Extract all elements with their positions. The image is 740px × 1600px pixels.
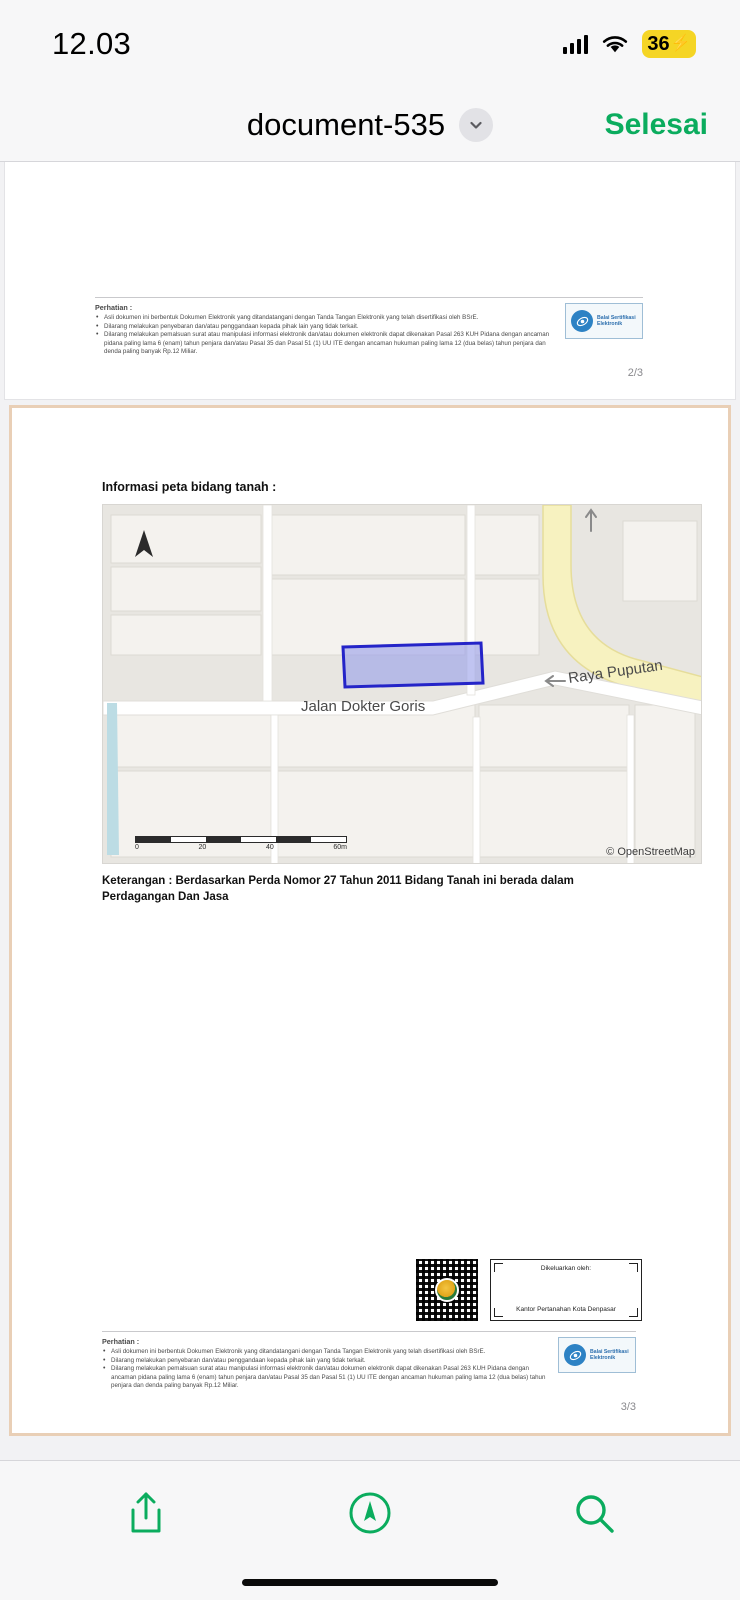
- certificate-badge-icon: [571, 310, 593, 332]
- navigation-bar: [0, 88, 740, 162]
- corner-mark: [494, 1308, 503, 1317]
- document-page-current[interactable]: [12, 408, 728, 1433]
- scale-tick: 20: [198, 844, 207, 851]
- keterangan-text: Keterangan : Berdasarkan Perda Nomor 27 Tahun 2011 Bidang Tanah ini berada dalam Perdagangan Dan Jasa: [102, 875, 574, 903]
- issuer-box: [490, 1259, 642, 1321]
- wifi-icon: [601, 34, 629, 55]
- section-title: Informasi peta bidang tanah :: [102, 480, 277, 494]
- battery-level: 36: [647, 33, 670, 55]
- document-page-previous[interactable]: [4, 162, 736, 400]
- issuer-name: Kantor Pertanahan Kota Denpasar: [516, 1305, 616, 1313]
- bottom-toolbar: [0, 1460, 740, 1564]
- corner-mark: [494, 1263, 503, 1272]
- status-time: 12.03: [52, 26, 132, 61]
- certificate-stamp: [558, 1337, 636, 1373]
- legal-notice-title: Perhatian :: [95, 303, 133, 313]
- legal-notice: [95, 303, 553, 357]
- done-button[interactable]: Selesai: [604, 107, 708, 141]
- map-attribution: © OpenStreetMap: [606, 846, 695, 858]
- page-number: 3/3: [620, 1401, 636, 1413]
- map-scale-bar: [135, 836, 347, 851]
- search-icon[interactable]: [562, 1481, 626, 1545]
- cellular-signal-icon: [563, 34, 589, 54]
- home-indicator-area: [0, 1564, 740, 1600]
- legal-notice-title: Perhatian :: [102, 1337, 140, 1347]
- markup-pen-icon[interactable]: [338, 1481, 402, 1545]
- map-graphic: [103, 505, 702, 864]
- page-number: 2/3: [627, 367, 643, 379]
- document-scroll-area[interactable]: [0, 162, 740, 1460]
- legal-notice-item: • Asli dokumen ini berbentuk Dokumen Elektronik yang ditandatangani dengan Tanda Tangan Elektronik yang telah disertifikasi oleh BSrE.: [95, 314, 553, 323]
- legal-notice-item: • Dilarang melakukan pemalsuan surat atau manipulasi informasi elektronik dan/atau dokumen elektronik dapat dikenakan Pasal 263 KUH Pidana dengan ancaman pidana paling lama 6 (enam) tahun penjara dan/atau Pasal 35 dan Pasal 51 (1) UU ITE dengan ancaman hukuman paling lama 12 (dua belas) tahun penjara dan denda paling banyak Rp.12 Miliar.: [95, 331, 553, 357]
- footer-divider: [95, 297, 643, 298]
- legal-notice-item: • Dilarang melakukan penyebaran dan/atau penggandaan kepada pihak lain yang tidak terkait.: [102, 1357, 546, 1366]
- signature-block: [416, 1259, 642, 1321]
- share-icon[interactable]: [114, 1481, 178, 1545]
- svg-text:Raya Puputan: Raya Puputan: [567, 656, 664, 687]
- chevron-down-icon[interactable]: [459, 108, 493, 142]
- corner-mark: [629, 1308, 638, 1317]
- page-footer: [95, 297, 643, 357]
- status-bar: [0, 0, 740, 88]
- legal-notice-item: • Asli dokumen ini berbentuk Dokumen Elektronik yang ditandatangani dengan Tanda Tangan Elektronik yang telah disertifikasi oleh BSrE.: [102, 1348, 546, 1357]
- certificate-badge-icon: [564, 1344, 586, 1366]
- page-footer: [102, 1331, 636, 1391]
- scale-tick: 0: [135, 844, 139, 851]
- document-title-group[interactable]: [247, 107, 493, 143]
- battery-indicator: [642, 30, 696, 58]
- certificate-stamp: [565, 303, 643, 339]
- battery-charging-icon: ⚡: [670, 35, 691, 52]
- scale-tick: 60m: [333, 844, 347, 851]
- legal-notice-item: • Dilarang melakukan pemalsuan surat atau manipulasi informasi elektronik dan/atau dokumen elektronik dapat dikenakan Pasal 263 KUH Pidana dengan ancaman pidana paling lama 6 (enam) tahun penjara dan/atau Pasal 35 dan Pasal 51 (1) UU ITE dengan ancaman hukuman paling lama 12 (dua belas) tahun penjara dan denda paling banyak Rp.12 Miliar.: [102, 1365, 546, 1391]
- svg-text:Jalan Dokter Goris: Jalan Dokter Goris: [301, 698, 426, 715]
- issuer-label: Dikeluarkan oleh:: [540, 1265, 592, 1272]
- scale-tick: 40: [265, 844, 274, 851]
- status-indicators: [563, 30, 697, 58]
- page-title: document-535: [246, 106, 446, 142]
- qr-code-icon: [416, 1259, 478, 1321]
- footer-divider: [102, 1331, 636, 1332]
- parcel-map[interactable]: [102, 504, 702, 864]
- north-arrow-icon: [129, 527, 159, 561]
- legal-notice: [102, 1337, 546, 1391]
- home-indicator[interactable]: [242, 1579, 498, 1586]
- legal-notice-item: • Dilarang melakukan penyebaran dan/atau penggandaan kepada pihak lain yang tidak terkait.: [95, 323, 553, 332]
- certificate-stamp-label: Balai Sertifikasi Elektronik: [597, 314, 636, 328]
- certificate-stamp-label: Balai Sertifikasi Elektronik: [590, 1348, 629, 1362]
- corner-mark: [629, 1263, 638, 1272]
